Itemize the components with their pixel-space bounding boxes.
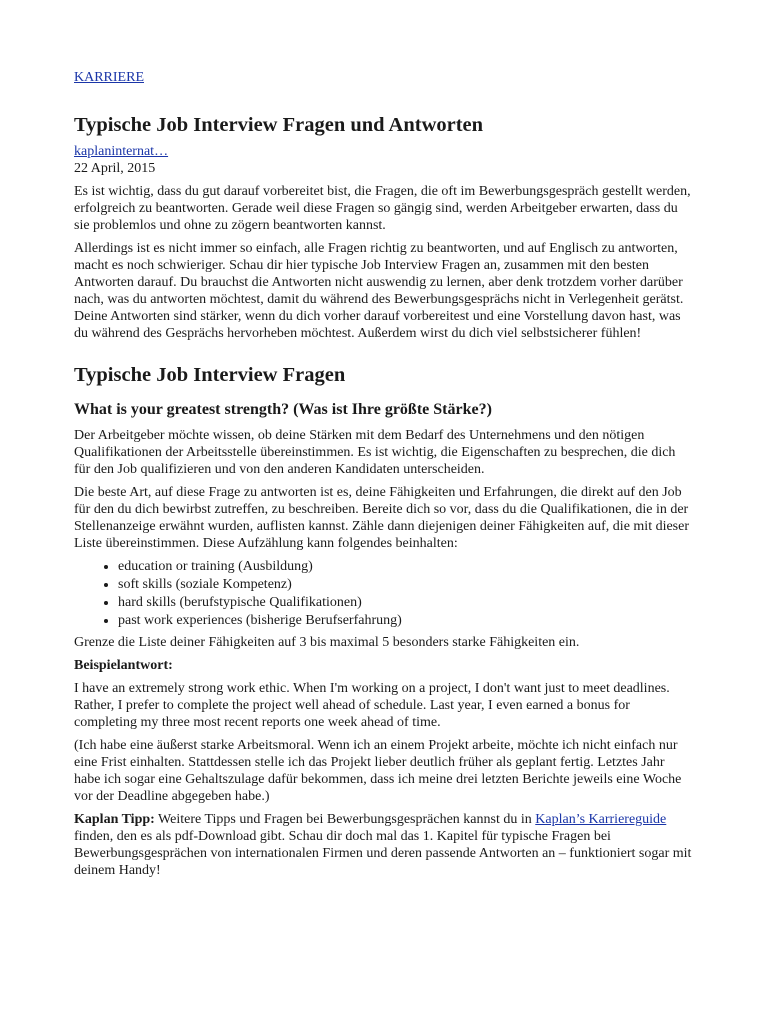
tip-text-after: finden, den es als pdf-Download gibt. Schau dir doch mal das 1. Kapitel für typische Fragen bei Bewerbungsgesprächen von internationalen Firmen und deren passende Antworten an – funktioniert sogar mit deinem Handy! — [74, 829, 692, 878]
tip-text-before: Weitere Tipps und Fragen bei Bewerbungsgesprächen kannst du in — [154, 812, 536, 827]
karriereguide-link[interactable]: Kaplan’s Karriereguide — [535, 812, 667, 827]
list-item: • hard skills (berufstypische Qualifikationen) — [118, 594, 694, 612]
publish-date: 22 April, 2015 — [74, 161, 156, 176]
list-item: • soft skills (soziale Kompetenz) — [118, 576, 694, 594]
article-meta — [74, 143, 694, 177]
category-link[interactable]: KARRIERE — [74, 70, 144, 85]
list-item: • past work experiences (bisherige Berufserfahrung) — [118, 612, 694, 630]
author-link[interactable]: kaplaninternat… — [74, 144, 169, 159]
question-heading: What is your greatest strength? (Was ist Ihre größte Stärke?) — [74, 401, 492, 418]
article-title: Typische Job Interview Fragen und Antworten — [74, 114, 484, 136]
kaplan-tip — [74, 811, 694, 879]
intro-paragraph-2: Allerdings ist es nicht immer so einfach, alle Fragen richtig zu beantworten, und auf Englisch zu antworten, macht es noch schwieriger. Schau dir hier typische Job Interview Fragen an, zusammen mit den besten Antworten darauf. Du brauchst die Antworten nicht auswendig zu lernen, aber denk trotzdem vorher darüber nach, was du antworten möchtest, damit du während des Bewerbungsgesprächs nicht in Verlegenheit gerätst. Deine Antworten sind stärker, wenn du dich vorher darauf vorbereitest und eine Vorstellung davon hast, was du während des Gesprächs hervorheben möchtest. Außerdem wirst du dich viel selbstsicherer fühlen! — [74, 241, 684, 341]
example-answer-german: (Ich habe eine äußerst starke Arbeitsmoral. Wenn ich an einem Projekt arbeite, möchte ich nicht einfach nur eine Frist einhalten. Stattdessen stelle ich das Projekt lieber deutlich früher als geplant fertig. Letztes Jahr habe ich sogar eine Gehaltszulage dafür bekommen, dass ich meine drei letzten Berichte jeweils eine Woche vor der Deadline abgegeben habe.) — [74, 738, 682, 804]
section-title: Typische Job Interview Fragen — [74, 364, 346, 386]
tip-label: Kaplan Tipp: — [74, 812, 155, 827]
question-paragraph-2: Die beste Art, auf diese Frage zu antworten ist es, deine Fähigkeiten und Erfahrungen, die direkt auf den Job für den du dich bewirbst zutreffen, zu beschreiben. Bereite dich so vor, dass du die Qualifikationen, die in der Stellenanzeige erwähnt wurden, auflisten kannst. Zähle dann diejenigen deiner Fähigkeiten auf, die mit dieser Liste übereinstimmen. Diese Aufzählung kann folgendes beinhalten: — [74, 485, 690, 551]
question-paragraph-1: Der Arbeitgeber möchte wissen, ob deine Stärken mit dem Bedarf des Unternehmens und den nötigen Qualifikationen der Arbeitsstelle übereinstimmen. Es ist wichtig, die Eigenschaften zu besprechen, die dich für den Job qualifizieren und von den anderen Kandidaten unterscheiden. — [74, 428, 676, 477]
list-item: • education or training (Ausbildung) — [118, 558, 694, 576]
example-answer-english: I have an extremely strong work ethic. When I'm working on a project, I don't want just to meet deadlines. Rather, I prefer to complete the project well ahead of schedule. Last year, I even earned a bonus for completing my three most recent reports one week ahead of time. — [74, 681, 670, 730]
limit-paragraph: Grenze die Liste deiner Fähigkeiten auf 3 bis maximal 5 besonders starke Fähigkeiten ein. — [74, 635, 580, 650]
intro-paragraph-1: Es ist wichtig, dass du gut darauf vorbereitet bist, die Fragen, die oft im Bewerbungsgespräch gestellt werden, erfolgreich zu beantworten. Gerade weil diese Fragen so gängig sind, werden Arbeitgeber erwarten, dass du sie problemlos und ohne zu zögern beantworten kannst. — [74, 184, 691, 233]
example-label: Beispielantwort: — [74, 658, 173, 673]
skills-list — [74, 558, 694, 630]
